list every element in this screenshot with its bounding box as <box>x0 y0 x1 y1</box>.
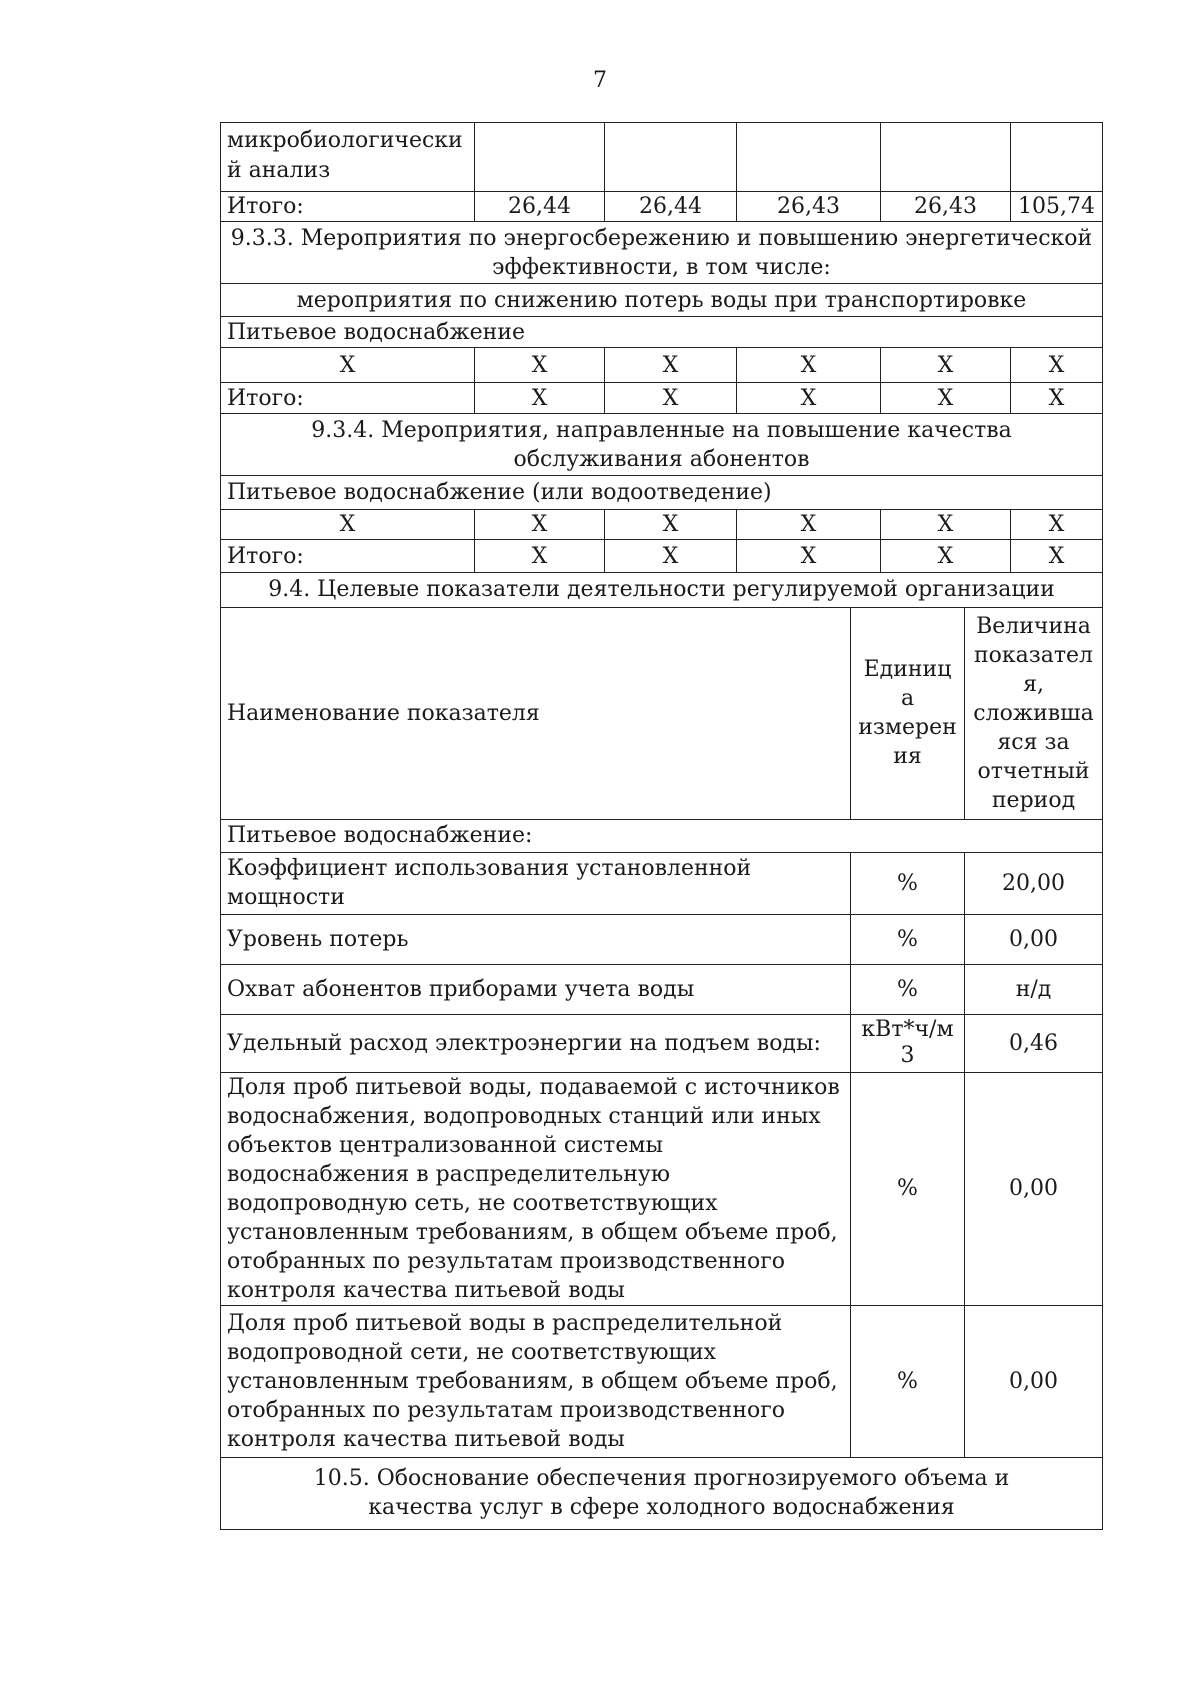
col-value-header: Величина показател я, сложивша яся за отчетный период <box>965 607 1103 819</box>
table-row <box>221 852 1103 914</box>
x-cell: X <box>737 383 881 414</box>
section-933-subheading: мероприятия по снижению потерь воды при транспортировке <box>221 284 1103 317</box>
table-row <box>221 914 1103 964</box>
category-row <box>221 819 1103 852</box>
x-cell: X <box>881 540 1011 573</box>
x-row <box>221 510 1103 540</box>
x-cell: X <box>605 383 737 414</box>
table-row <box>221 1072 1103 1305</box>
x-cell: X <box>737 348 881 383</box>
x-cell: X <box>1011 383 1103 414</box>
page-number: 7 <box>593 68 607 93</box>
col-unit-header: Единиц а измерен ия <box>851 607 965 819</box>
x-cell: X <box>737 510 881 540</box>
category-row <box>221 317 1103 348</box>
section-heading-row <box>221 222 1103 284</box>
table-row <box>221 123 1103 192</box>
itogo-value: 26,43 <box>737 192 881 222</box>
section-heading-row <box>221 1457 1103 1529</box>
x-cell: X <box>475 383 605 414</box>
indicator-value: н/д <box>965 964 1103 1014</box>
indicator-name: Доля проб питьевой воды, подаваемой с источников водоснабжения, водопроводных станций или иных объектов централизованной системы водоснабжения в распределительную водопроводную сеть, не соответствующих установленным требованиям, в общем объеме проб, отобранных по результатам производственного контроля качества питьевой воды <box>221 1072 851 1305</box>
indicator-value: 20,00 <box>965 852 1103 914</box>
microbio-label: микробиологически й анализ <box>221 123 475 192</box>
itogo-value: 26,43 <box>881 192 1011 222</box>
indicator-value: 0,00 <box>965 914 1103 964</box>
itogo-label: Итого: <box>221 192 475 222</box>
x-cell: X <box>1011 540 1103 573</box>
water-supply-label: Питьевое водоснабжение <box>221 317 1103 348</box>
indicator-unit: % <box>851 1305 965 1457</box>
category-row <box>221 476 1103 510</box>
itogo-value: 26,44 <box>475 192 605 222</box>
water-supply-or-label: Питьевое водоснабжение (или водоотведение) <box>221 476 1103 510</box>
x-cell: X <box>221 510 475 540</box>
indicators-subheading: Питьевое водоснабжение: <box>221 819 1103 852</box>
x-cell: X <box>221 348 475 383</box>
indicator-unit: % <box>851 852 965 914</box>
indicator-value: 0,00 <box>965 1305 1103 1457</box>
section-105-heading: 10.5. Обоснование обеспечения прогнозируемого объема и качества услуг в сфере холодного водоснабжения <box>221 1457 1103 1529</box>
document-tables <box>220 122 1102 1530</box>
section-subheading-row <box>221 284 1103 317</box>
section-933-heading: 9.3.3. Мероприятия по энергосбережению и повышению энергетической эффективности, в том числе: <box>221 222 1103 284</box>
x-cell: X <box>1011 348 1103 383</box>
indicator-unit: % <box>851 914 965 964</box>
x-cell: X <box>475 348 605 383</box>
x-cell: X <box>881 348 1011 383</box>
indicator-name: Коэффициент использования установленной мощности <box>221 852 851 914</box>
x-cell: X <box>605 510 737 540</box>
indicator-value: 0,46 <box>965 1014 1103 1072</box>
itogo-label: Итого: <box>221 383 475 414</box>
x-cell: X <box>475 540 605 573</box>
table-row <box>221 1305 1103 1457</box>
col-name-header: Наименование показателя <box>221 607 851 819</box>
section-934-heading: 9.3.4. Мероприятия, направленные на повышение качества обслуживания абонентов <box>221 414 1103 476</box>
x-cell: X <box>605 348 737 383</box>
header-row <box>221 607 1103 819</box>
section-heading-row <box>221 414 1103 476</box>
itogo-value: 105,74 <box>1011 192 1103 222</box>
table-row <box>221 964 1103 1014</box>
table-row <box>221 1014 1103 1072</box>
indicator-unit: % <box>851 1072 965 1305</box>
indicator-name: Удельный расход электроэнергии на подъем воды: <box>221 1014 851 1072</box>
indicator-unit: % <box>851 964 965 1014</box>
itogo-row <box>221 192 1103 222</box>
itogo-row <box>221 383 1103 414</box>
indicator-name: Охват абонентов приборами учета воды <box>221 964 851 1014</box>
itogo-row <box>221 540 1103 573</box>
itogo-value: 26,44 <box>605 192 737 222</box>
section-94-heading: 9.4. Целевые показатели деятельности регулируемой организации <box>221 572 1103 607</box>
x-cell: X <box>605 540 737 573</box>
indicator-unit: кВт*ч/м 3 <box>851 1014 965 1072</box>
x-cell: X <box>1011 510 1103 540</box>
indicator-name: Уровень потерь <box>221 914 851 964</box>
x-cell: X <box>881 383 1011 414</box>
measures-table <box>220 122 1103 573</box>
indicator-value: 0,00 <box>965 1072 1103 1305</box>
indicator-name: Доля проб питьевой воды в распределительной водопроводной сети, не соответствующих установленным требованиям, в общем объеме проб, отобранных по результатам производственного контроля качества питьевой воды <box>221 1305 851 1457</box>
x-cell: X <box>737 540 881 573</box>
x-cell: X <box>881 510 1011 540</box>
x-cell: X <box>475 510 605 540</box>
section-heading-row <box>221 572 1103 607</box>
itogo-label: Итого: <box>221 540 475 573</box>
indicators-table <box>220 572 1103 1530</box>
x-row <box>221 348 1103 383</box>
